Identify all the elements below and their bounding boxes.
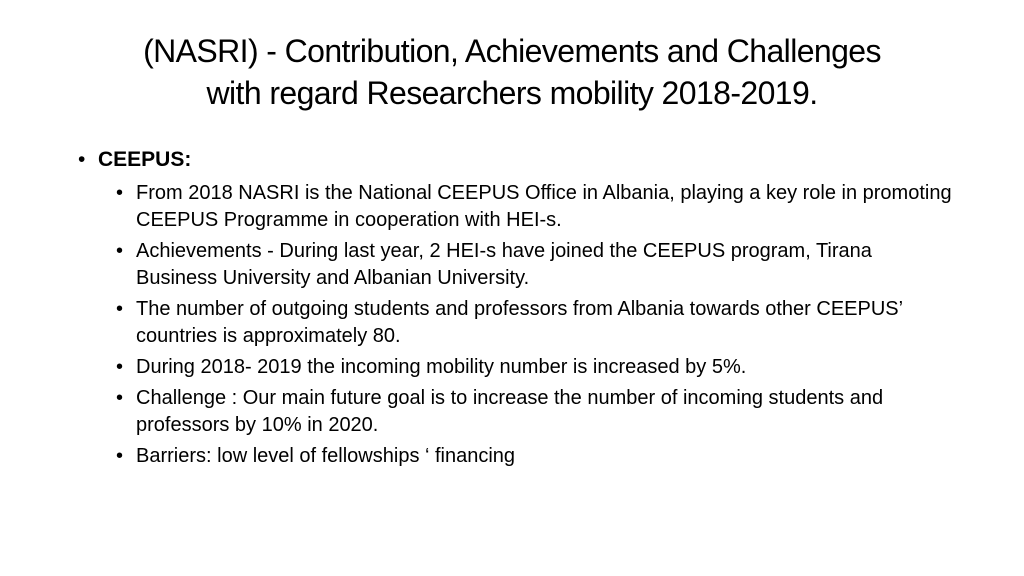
bullet-icon: • [116,298,124,320]
slide-title [60,30,964,114]
bullet-icon: • [116,445,124,467]
bullet-icon: • [116,240,124,262]
bullet-list [78,180,958,470]
list-item-text: Barriers: low level of fellowships ‘ financing [136,445,516,467]
section-heading-ceepus [78,146,958,174]
bullet-icon: • [78,148,86,171]
bullet-icon: • [116,182,124,204]
list-item-text: The number of outgoing students and professors from Albania towards other CEEPUS’ countries is approximately 80. [136,298,903,347]
list-item [116,385,958,439]
title-line-1: (NASRI) - Contribution, Achievements and Challenges [143,33,881,69]
section-heading-text: CEEPUS: [98,148,192,171]
list-item-text: From 2018 NASRI is the National CEEPUS Office in Albania, playing a key role in promoting CEEPUS Programme in cooperation with HEI-s. [136,182,952,231]
list-item [116,296,958,350]
slide-body [78,146,958,474]
list-item-text: Achievements - During last year, 2 HEI-s have joined the CEEPUS program, Tirana Business University and Albanian University. [136,240,872,289]
list-item-text: Challenge : Our main future goal is to increase the number of incoming students and professors by 10% in 2020. [136,387,884,436]
bullet-icon: • [116,356,124,378]
list-item [116,354,958,381]
list-item [116,180,958,234]
list-item [116,443,958,470]
title-line-2: with regard Researchers mobility 2018-2019. [206,75,818,111]
list-item [116,238,958,292]
bullet-icon: • [116,387,124,409]
list-item-text: During 2018- 2019 the incoming mobility number is increased by 5%. [136,356,747,378]
